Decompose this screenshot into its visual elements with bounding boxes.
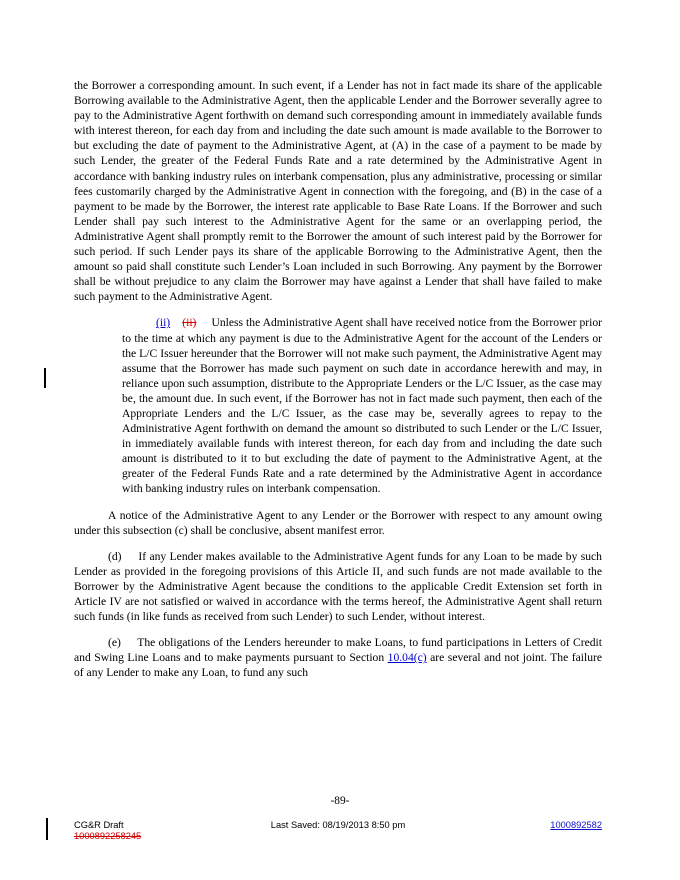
paragraph-notice: [74, 508, 602, 538]
page-footer: [74, 820, 602, 841]
paragraph-continuation: the Borrower a corresponding amount. In such event, if a Lender has not in fact made its share of the applicable Borrowing available to the Administrative Agent, then the applicable Lender and the Borrower severally agree to pay to the Administrative Agent forthwith on demand such corresponding amount in immediately available funds with interest thereon, for each day from and including the date such amount is made available to the Borrower to but excluding the date of payment to the Administrative Agent, at (A) in the case of a payment to be made by such Lender, the greater of the Federal Funds Rate and a rate determined by the Administrative Agent in accordance with banking industry rules on interbank compensation, plus any administrative, processing or similar fees customarily charged by the Administrative Agent in connection with the foregoing, and (B) in the case of a payment to be made by the Borrower, the interest rate applicable to Base Rate Loans. If the Borrower and such Lender shall pay such interest to the Administrative Agent for the same or an overlapping period, the Administrative Agent shall promptly remit to the Borrower the amount of such interest paid by the Borrower for such period. If such Lender pays its share of the applicable Borrowing to the Administrative Agent, then the amount so paid shall constitute such Lender’s Loan included in such Borrowing. Any payment by the Borrower shall be without prejudice to any claim the Borrower may have against a Lender that shall have failed to make such payment to the Administrative Agent.: [74, 79, 602, 304]
footer-document-id[interactable]: 1000892582: [550, 820, 602, 830]
footer-row: [74, 820, 602, 841]
paragraph-marker-d: (d): [108, 549, 122, 563]
footer-last-saved: Last Saved: 08/19/2013 8:50 pm: [270, 820, 406, 830]
revision-change-bar-clause: [44, 368, 46, 388]
notice-text: A notice of the Administrative Agent to any Lender or the Borrower with respect to any amount owing under this subsection (c) shall be conclusive, absent manifest error.: [74, 508, 602, 537]
clause-ii-text: Unless the Administrative Agent shall have received notice from the Borrower prior to the time at which any payment is due to the Administrative Agent for the account of the Lenders or the L/C Issuer hereunder that the Borrower will not make such payment, the Administrative Agent may assume that the Borrower has made such payment on such date in accordance herewith and may, in reliance upon such assumption, distribute to the Appropriate Lenders or the L/C Issuer, as the case may be, the amount due. In such event, if the Borrower has not in fact made such payment, then each of the Appropriate Lenders and the L/C Issuer, as the case may be, severally agrees to repay to the Administrative Agent forthwith on demand the amount so distributed to such Lender or the L/C Issuer, in immediately available funds with interest thereon, for each day from and including the date such amount is distributed to it to but excluding the date of payment to the Administrative Agent, at the greater of the Federal Funds Rate and a rate determined by the Administrative Agent in accordance with banking industry rules on interbank compensation.: [122, 316, 603, 496]
marker-gap-2: [196, 316, 211, 329]
page-number: -89-: [330, 795, 350, 807]
deleted-clause-marker: (ii): [182, 316, 197, 330]
paragraph-e-text-after: are several and not joint. The failure of any Lender to make any Loan, to fund any such: [74, 651, 602, 680]
footer-deleted-document-id: 1000892258245: [74, 831, 142, 841]
marker-gap-d: [122, 550, 139, 563]
paragraph-marker-e: (e): [108, 636, 121, 650]
footer-draft-label: CG&R Draft: [74, 820, 124, 830]
paragraph-e: [74, 635, 602, 680]
document-body: [74, 78, 602, 691]
paragraph-d-text: If any Lender makes available to the Administrative Agent funds for any Loan to be made by such Lender as provided in the foregoing provisions of this Article II, and such funds are not made available to the Borrower by the Administrative Agent because the conditions to the applicable Credit Extension set forth in Article IV are not satisfied or waived in accordance with the terms hereof, the Administrative Agent shall return such funds (in like funds as received from such Lender) to such Lender, without interest.: [74, 549, 602, 624]
paragraph-e-text-before: The obligations of the Lenders hereunder to make Loans, to fund participations in Letters of Credit and Swing Line Loans and to make payments pursuant to Section: [74, 636, 602, 665]
marker-gap: [170, 316, 182, 329]
marker-gap-e: [121, 636, 137, 649]
section-cross-reference-link[interactable]: 10.04(c): [387, 651, 427, 665]
paragraph-clause-ii: [122, 315, 602, 496]
inserted-clause-marker: (ii): [156, 316, 171, 330]
revision-change-bar-footer: [46, 818, 48, 840]
paragraph-d: [74, 549, 602, 624]
